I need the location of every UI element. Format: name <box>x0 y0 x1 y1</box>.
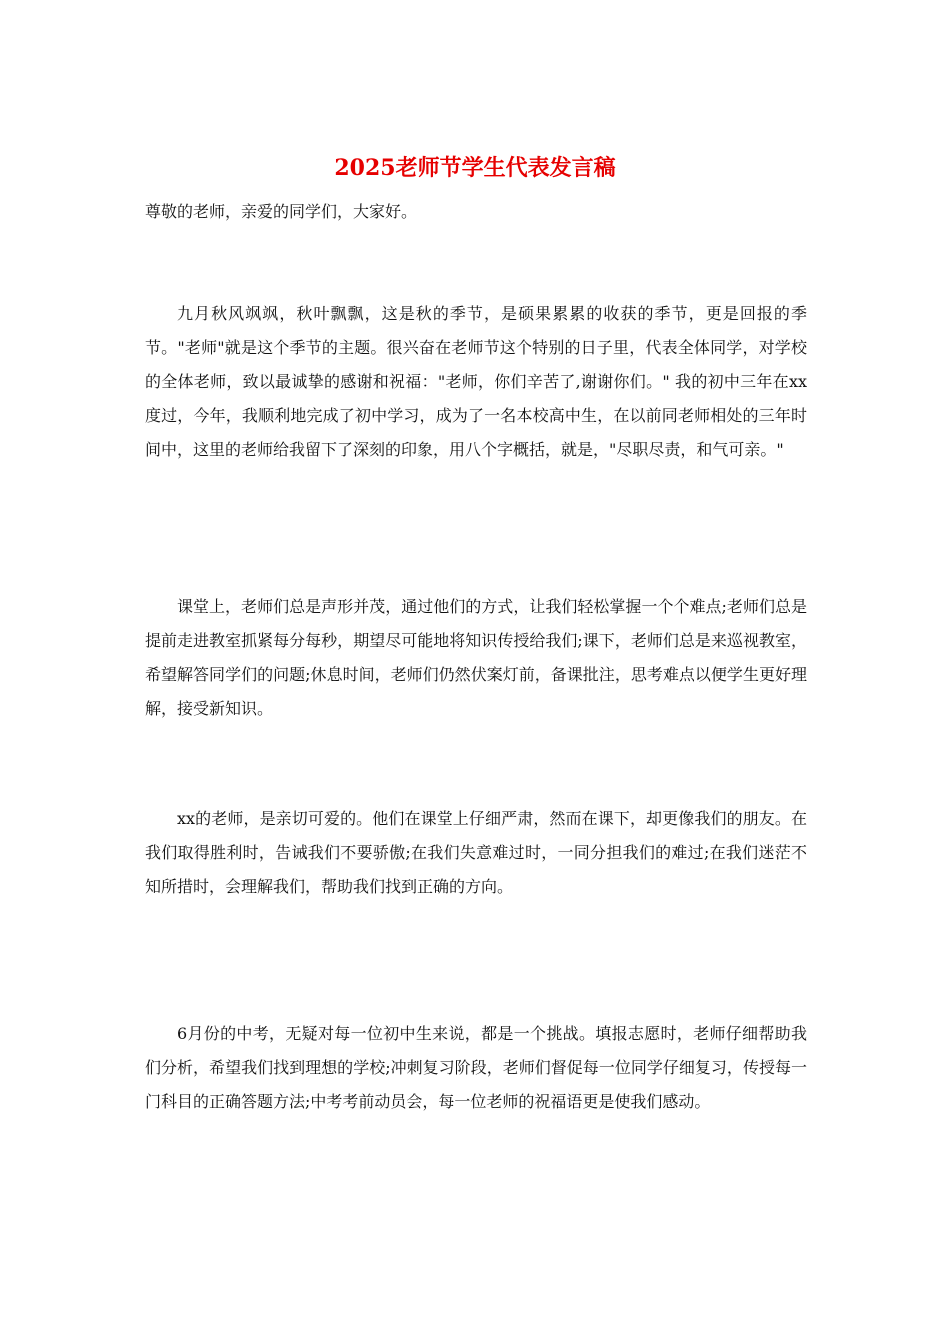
document-title: 2025老师节学生代表发言稿 <box>334 155 616 181</box>
paragraph-1: 九月秋风飒飒，秋叶飘飘，这是秋的季节，是硕果累累的收获的季节，更是回报的季节。"老师"就是这个季节的主题。很兴奋在老师节这个特别的日子里，代表全体同学，对学校的全体老师，致以最诚挚的感谢和祝福："老师，你们辛苦了,谢谢你们。" 我的初中三年在xx度过，今年，我顺利地完成了初中学习，成为了一名本校高中生，在以前同老师相处的三年时间中，这里的老师给我留下了深刻的印象，用八个字概括，就是，"尽职尽责，和气可亲。" <box>145 304 807 459</box>
paragraph-2: 课堂上，老师们总是声形并茂，通过他们的方式，让我们轻松掌握一个个难点;老师们总是提前走进教室抓紧每分每秒，期望尽可能地将知识传授给我们;课下，老师们总是来巡视教室，希望解答同学们的问题;休息时间，老师们仍然伏案灯前，备课批注，思考难点以便学生更好理解，接受新知识。 <box>145 597 807 718</box>
paragraph-3: xx的老师，是亲切可爱的。他们在课堂上仔细严肃，然而在课下，却更像我们的朋友。在我们取得胜利时，告诫我们不要骄傲;在我们失意难过时，一同分担我们的难过;在我们迷茫不知所措时，会理解我们，帮助我们找到正确的方向。 <box>145 809 807 896</box>
paragraph-4: 6月份的中考，无疑对每一位初中生来说，都是一个挑战。填报志愿时，老师仔细帮助我们分析，希望我们找到理想的学校;冲刺复习阶段，老师们督促每一位同学仔细复习，传授每一门科目的正确答题方法;中考考前动员会，每一位老师的祝福语更是使我们感动。 <box>145 1024 807 1111</box>
greeting-line: 尊敬的老师，亲爱的同学们，大家好。 <box>145 202 418 221</box>
